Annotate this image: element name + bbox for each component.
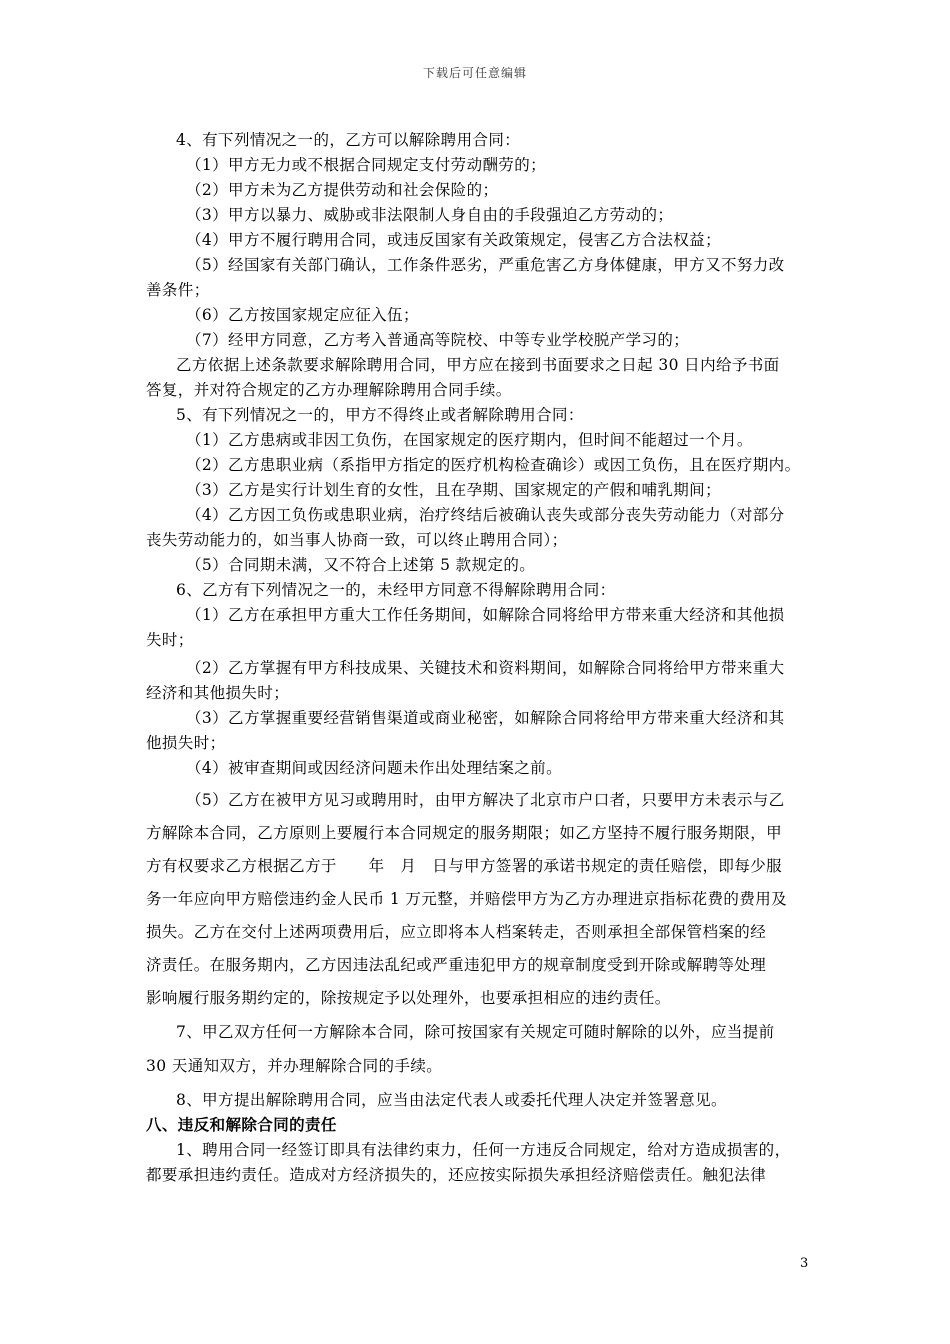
clause-4-title: 4、有下列情况之一的，乙方可以解除聘用合同： bbox=[176, 131, 521, 149]
clause-6-item-5-line7: 影响履行服务期约定的，除按规定予以处理外，也要承担相应的违约责任。 bbox=[146, 989, 671, 1007]
clause-6-item-1: （1）乙方在承担甲方重大工作任务期间，如解除合同将给甲方带来重大经济和其他损 bbox=[186, 606, 785, 624]
clause-6-item-2-cont: 经济和其他损失时； bbox=[146, 684, 290, 702]
clause-6-item-5-line5: 损失。乙方在交付上述两项费用后，应立即将本人档案转走，否则承担全部保管档案的经 bbox=[146, 923, 767, 941]
clause-6-item-3-cont: 他损失时； bbox=[146, 734, 226, 752]
clause-6-item-5-line2: 方解除本合同，乙方原则上要履行本合同规定的服务期限；如乙方坚持不履行服务期限，甲 bbox=[146, 824, 783, 842]
section-8-clause-1: 1、聘用合同一经签订即具有法律约束力，任何一方违反合同规定，给对方造成损害的， bbox=[176, 1141, 791, 1159]
clause-5-item-5: （5）合同期未满，又不符合上述第 5 款规定的。 bbox=[186, 556, 536, 574]
clause-4-item-5-cont: 善条件； bbox=[146, 281, 210, 299]
clause-4-item-4: （4）甲方不履行聘用合同，或违反国家有关政策规定，侵害乙方合法权益； bbox=[186, 231, 721, 249]
section-8-heading: 八、违反和解除合同的责任 bbox=[146, 1115, 337, 1134]
clause-4-note-cont: 答复，并对符合规定的乙方办理解除聘用合同手续。 bbox=[146, 381, 512, 399]
clause-4-note: 乙方依据上述条款要求解除聘用合同，甲方应在接到书面要求之日起 30 日内给予书面 bbox=[176, 356, 780, 374]
clause-6-item-5-line4: 务一年应向甲方赔偿违约金人民币 1 万元整，并赔偿甲方为乙方办理进京指标花费的费用及 bbox=[146, 890, 788, 908]
clause-5-item-4: （4）乙方因工负伤或患职业病，治疗终结后被确认丧失或部分丧失劳动能力（对部分 bbox=[186, 506, 785, 524]
clause-7: 7、甲乙双方任何一方解除本合同，除可按国家有关规定可随时解除的以外，应当提前 bbox=[176, 1023, 775, 1041]
clause-4-item-3: （3）甲方以暴力、威胁或非法限制人身自由的手段强迫乙方劳动的； bbox=[186, 206, 674, 224]
clause-5-title: 5、有下列情况之一的，甲方不得终止或者解除聘用合同： bbox=[176, 406, 584, 424]
section-8-clause-1-cont: 都要承担违约责任。造成对方经济损失的，还应按实际损失承担经济赔偿责任。触犯法律 bbox=[146, 1166, 767, 1184]
clause-5-item-3: （3）乙方是实行计划生育的女性，且在孕期、国家规定的产假和哺乳期间； bbox=[186, 481, 721, 499]
clause-6-title: 6、乙方有下列情况之一的，未经甲方同意不得解除聘用合同： bbox=[176, 581, 616, 599]
clause-8: 8、甲方提出解除聘用合同，应当由法定代表人或委托代理人决定并签署意见。 bbox=[176, 1091, 727, 1109]
clause-5-item-4-cont: 丧失劳动能力的，如当事人协商一致，可以终止聘用合同）； bbox=[146, 531, 568, 549]
clause-5-item-1: （1）乙方患病或非因工负伤，在国家规定的医疗期内，但时间不能超过一个月。 bbox=[186, 431, 753, 449]
clause-6-item-1-cont: 失时； bbox=[146, 631, 194, 649]
clause-6-item-5-line6: 济责任。在服务期内，乙方因违法乱纪或严重违犯甲方的规章制度受到开除或解聘等处理 bbox=[146, 956, 767, 974]
clause-4-item-1: （1）甲方无力或不根据合同规定支付劳动酬劳的； bbox=[186, 156, 547, 174]
clause-4-item-2: （2）甲方未为乙方提供劳动和社会保险的； bbox=[186, 181, 499, 199]
clause-4-item-7: （7）经甲方同意，乙方考入普通高等院校、中等专业学校脱产学习的； bbox=[186, 331, 690, 349]
clause-5-item-2: （2）乙方患职业病（系指甲方指定的医疗机构检查确诊）或因工负伤，且在医疗期内。 bbox=[186, 456, 801, 474]
clause-6-item-5: （5）乙方在被甲方见习或聘用时，由甲方解决了北京市户口者，只要甲方未表示与乙 bbox=[186, 791, 785, 809]
clause-6-item-3: （3）乙方掌握重要经营销售渠道或商业秘密，如解除合同将给甲方带来重大经济和其 bbox=[186, 709, 785, 727]
clause-6-item-5-line3: 方有权要求乙方根据乙方于 年 月 日与甲方签署的承诺书规定的责任赔偿，即每少服 bbox=[146, 857, 783, 875]
clause-7-cont: 30 天通知双方，并办理解除合同的手续。 bbox=[146, 1057, 443, 1075]
clause-4-item-6: （6）乙方按国家规定应征入伍； bbox=[186, 306, 419, 324]
clause-4-item-5: （5）经国家有关部门确认，工作条件恶劣，严重危害乙方身体健康，甲方又不努力改 bbox=[186, 256, 785, 274]
page-header: 下载后可任意编辑 bbox=[422, 66, 527, 80]
page-number: 3 bbox=[800, 1256, 809, 1271]
clause-6-item-2: （2）乙方掌握有甲方科技成果、关键技术和资料期间，如解除合同将给甲方带来重大 bbox=[186, 659, 785, 677]
clause-6-item-4: （4）被审查期间或因经济问题未作出处理结案之前。 bbox=[186, 759, 562, 777]
